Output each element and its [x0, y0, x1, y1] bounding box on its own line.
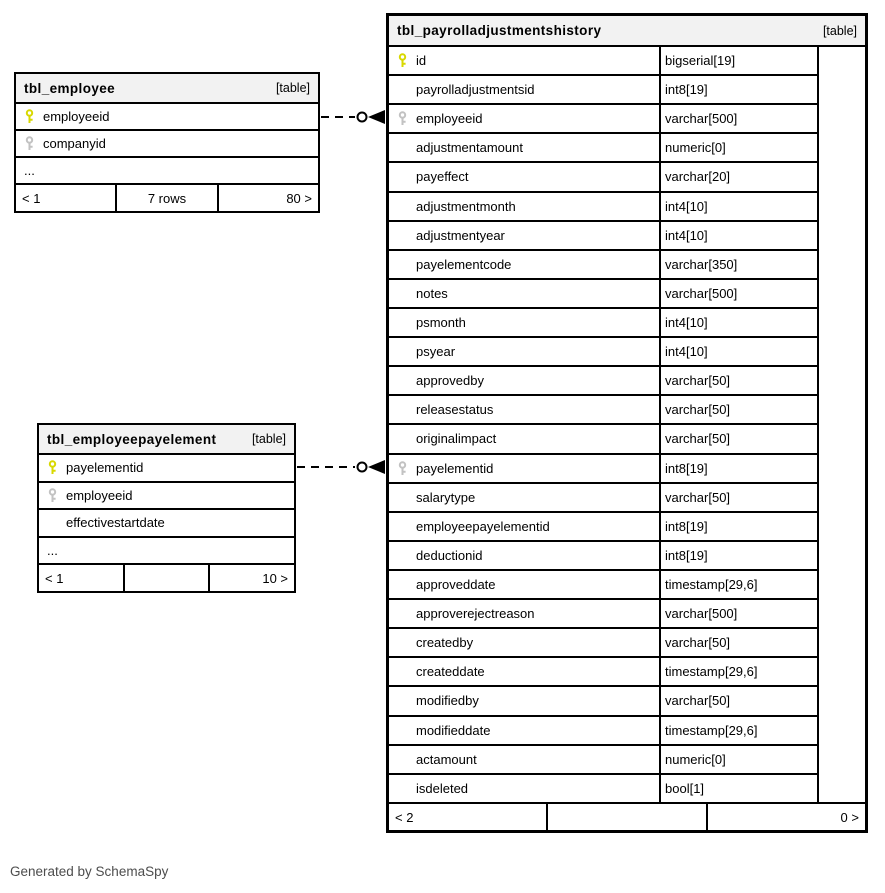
table-footer — [39, 563, 294, 591]
column-row — [389, 163, 817, 192]
table-type-tag: [table] — [275, 81, 310, 95]
column-row — [389, 338, 817, 367]
column-name-cell — [389, 367, 659, 394]
generator-note: Generated by SchemaSpy — [10, 864, 169, 879]
column-type: int8[19] — [659, 76, 817, 103]
column-row — [389, 396, 817, 425]
column-row — [389, 425, 817, 454]
primary-key-icon — [47, 460, 58, 475]
column-type: int8[19] — [659, 513, 817, 540]
key-icon-spacer — [397, 635, 408, 650]
column-name-cell — [389, 600, 659, 627]
table-entity-tbl-employee — [14, 72, 320, 213]
column-name: adjustmentmonth — [416, 198, 516, 214]
table-title[interactable]: tbl_employeepayelement — [47, 431, 217, 447]
column-row — [389, 76, 817, 105]
column-name-cell — [389, 455, 659, 482]
column-row — [389, 600, 817, 629]
column-row — [389, 309, 817, 338]
column-type: int4[10] — [659, 309, 817, 336]
column-row — [16, 104, 318, 131]
column-name: approverejectreason — [416, 606, 535, 622]
column-row — [389, 746, 817, 775]
relationship-line-payelementid — [297, 460, 385, 474]
key-icon-spacer — [397, 402, 408, 417]
column-name: modifieddate — [416, 722, 491, 738]
column-name: employeeid — [43, 109, 110, 124]
footer-children-count: 80 > — [217, 185, 318, 211]
column-row — [389, 717, 817, 746]
column-type: bool[1] — [659, 775, 817, 802]
column-name: createdby — [416, 635, 474, 651]
table-header — [389, 16, 865, 47]
zero-or-one-circle — [358, 463, 367, 472]
column-type: varchar[20] — [659, 163, 817, 190]
column-type: timestamp[29,6] — [659, 571, 817, 598]
table-type-tag: [table] — [251, 432, 286, 446]
column-name: actamount — [416, 751, 477, 767]
column-row — [389, 193, 817, 222]
primary-key-icon — [397, 53, 408, 68]
column-name: adjustmentyear — [416, 227, 505, 243]
column-name-cell — [39, 510, 294, 536]
arrowhead-icon — [368, 460, 385, 474]
key-icon-spacer — [47, 515, 58, 530]
column-type: timestamp[29,6] — [659, 717, 817, 744]
column-row — [389, 658, 817, 687]
column-row — [389, 105, 817, 134]
column-row — [389, 571, 817, 600]
column-row — [389, 513, 817, 542]
column-row — [39, 483, 294, 511]
column-type: varchar[500] — [659, 600, 817, 627]
foreign-key-icon — [47, 488, 58, 503]
column-name-cell — [39, 455, 294, 481]
column-name-cell — [389, 47, 659, 74]
key-icon-spacer — [397, 752, 408, 767]
column-name: effectivestartdate — [66, 515, 165, 531]
column-name-cell — [39, 483, 294, 509]
table-columns — [39, 455, 294, 563]
column-name: createddate — [416, 664, 485, 680]
column-name: releasestatus — [416, 402, 494, 418]
column-name-cell — [389, 542, 659, 569]
column-row — [389, 542, 817, 571]
key-icon-spacer — [397, 82, 408, 97]
column-type: varchar[50] — [659, 367, 817, 394]
columns-ellipsis: ... — [24, 163, 35, 178]
column-name-cell — [389, 658, 659, 685]
column-name-cell — [389, 76, 659, 103]
column-name-cell — [39, 538, 294, 564]
relation-anchor-column — [817, 47, 865, 802]
column-name-cell — [389, 513, 659, 540]
column-row — [16, 131, 318, 158]
foreign-key-icon — [397, 111, 408, 126]
zero-or-one-circle — [358, 113, 367, 122]
key-icon-spacer — [397, 228, 408, 243]
key-icon-spacer — [397, 286, 408, 301]
key-icon-spacer — [397, 140, 408, 155]
table-entity-tbl-employeepayelement — [37, 423, 296, 593]
key-icon-spacer — [397, 199, 408, 214]
table-type-tag: [table] — [822, 23, 857, 38]
key-icon-spacer — [397, 169, 408, 184]
column-row — [389, 134, 817, 163]
column-type: varchar[50] — [659, 425, 817, 452]
table-header — [16, 74, 318, 104]
key-icon-spacer — [397, 548, 408, 563]
column-row — [389, 455, 817, 484]
column-row — [389, 367, 817, 396]
column-name-cell — [389, 309, 659, 336]
table-header — [39, 425, 294, 455]
column-row — [389, 484, 817, 513]
key-icon-spacer — [397, 577, 408, 592]
column-row — [389, 687, 817, 716]
column-name-cell — [389, 746, 659, 773]
column-name: employeepayelementid — [416, 518, 550, 534]
column-name-cell — [16, 104, 318, 129]
column-type: int4[10] — [659, 338, 817, 365]
footer-row-count: 7 rows — [115, 185, 216, 211]
key-icon-spacer — [397, 257, 408, 272]
column-type: timestamp[29,6] — [659, 658, 817, 685]
column-type: int8[19] — [659, 542, 817, 569]
column-name-cell — [16, 131, 318, 156]
column-type: int4[10] — [659, 222, 817, 249]
footer-children-count: 10 > — [208, 565, 294, 591]
column-name: payelementcode — [416, 256, 512, 272]
table-columns — [389, 47, 865, 802]
column-name: salarytype — [416, 489, 476, 505]
key-icon-spacer — [397, 693, 408, 708]
table-title[interactable]: tbl_employee — [24, 80, 116, 96]
column-name-cell — [389, 717, 659, 744]
column-type: varchar[50] — [659, 396, 817, 423]
column-name: employeeid — [416, 111, 483, 127]
key-icon-spacer — [397, 431, 408, 446]
column-type: varchar[500] — [659, 105, 817, 132]
relationship-line-employeeid — [321, 110, 385, 124]
column-name: isdeleted — [416, 780, 469, 796]
key-icon-spacer — [397, 723, 408, 738]
key-icon-spacer — [397, 519, 408, 534]
column-name: companyid — [43, 136, 106, 151]
table-entity-tbl-payrolladjustmentshistory — [386, 13, 868, 833]
column-row — [389, 280, 817, 309]
column-name-cell — [389, 222, 659, 249]
key-icon-spacer — [397, 490, 408, 505]
column-name: deductionid — [416, 547, 483, 563]
column-name: payelementid — [416, 460, 494, 476]
column-name-cell — [16, 158, 318, 183]
column-name: id — [416, 53, 427, 69]
column-type: varchar[50] — [659, 629, 817, 656]
footer-parents-count: < 2 — [395, 809, 414, 825]
key-icon-spacer — [397, 664, 408, 679]
column-row — [39, 510, 294, 538]
column-row — [389, 222, 817, 251]
column-name: modifiedby — [416, 693, 479, 709]
column-row — [389, 775, 817, 802]
primary-key-icon — [24, 109, 35, 124]
column-type: varchar[50] — [659, 687, 817, 714]
arrowhead-icon — [368, 110, 385, 124]
table-footer — [389, 802, 865, 830]
column-name: approveddate — [416, 577, 496, 593]
footer-children-count: 0 > — [706, 804, 865, 830]
column-type: varchar[50] — [659, 484, 817, 511]
column-type: int8[19] — [659, 455, 817, 482]
column-row — [389, 629, 817, 658]
column-row — [389, 47, 817, 76]
table-title[interactable]: tbl_payrolladjustmentshistory — [397, 23, 602, 38]
footer-row-count — [123, 565, 209, 591]
column-type: numeric[0] — [659, 746, 817, 773]
column-type: varchar[500] — [659, 280, 817, 307]
column-name-cell — [389, 163, 659, 190]
column-name: approvedby — [416, 373, 484, 389]
column-name: employeeid — [66, 487, 133, 503]
foreign-key-icon — [397, 461, 408, 476]
column-name-cell — [389, 134, 659, 161]
column-name-cell — [389, 396, 659, 423]
key-icon-spacer — [397, 315, 408, 330]
column-name-cell — [389, 571, 659, 598]
column-name: adjustmentamount — [416, 140, 523, 156]
footer-parents-count: < 1 — [22, 190, 41, 206]
column-name: originalimpact — [416, 431, 497, 447]
key-icon-spacer — [397, 344, 408, 359]
column-name-cell — [389, 193, 659, 220]
footer-row-count — [546, 804, 705, 830]
column-type: varchar[350] — [659, 251, 817, 278]
column-name: psyear — [416, 344, 456, 360]
column-name: payelementid — [66, 460, 144, 476]
column-name: notes — [416, 285, 448, 301]
columns-ellipsis: ... — [47, 542, 58, 558]
column-row — [39, 455, 294, 483]
column-type: numeric[0] — [659, 134, 817, 161]
column-name: payrolladjustmentsid — [416, 82, 535, 98]
column-name-cell — [389, 251, 659, 278]
column-name: payeffect — [416, 169, 469, 185]
column-type: bigserial[19] — [659, 47, 817, 74]
column-type: int4[10] — [659, 193, 817, 220]
column-name-cell — [389, 105, 659, 132]
column-name-cell — [389, 484, 659, 511]
column-name-cell — [389, 280, 659, 307]
table-footer — [16, 183, 318, 211]
footer-parents-count: < 1 — [45, 570, 64, 586]
column-row — [389, 251, 817, 280]
column-name-cell — [389, 338, 659, 365]
table-columns — [16, 104, 318, 183]
key-icon-spacer — [397, 606, 408, 621]
foreign-key-icon — [24, 136, 35, 151]
key-icon-spacer — [397, 781, 408, 796]
column-name-cell — [389, 629, 659, 656]
column-name-cell — [389, 775, 659, 802]
column-row — [16, 158, 318, 183]
column-name: psmonth — [416, 315, 466, 331]
column-name-cell — [389, 425, 659, 452]
column-row — [39, 538, 294, 564]
column-name-cell — [389, 687, 659, 714]
key-icon-spacer — [397, 373, 408, 388]
